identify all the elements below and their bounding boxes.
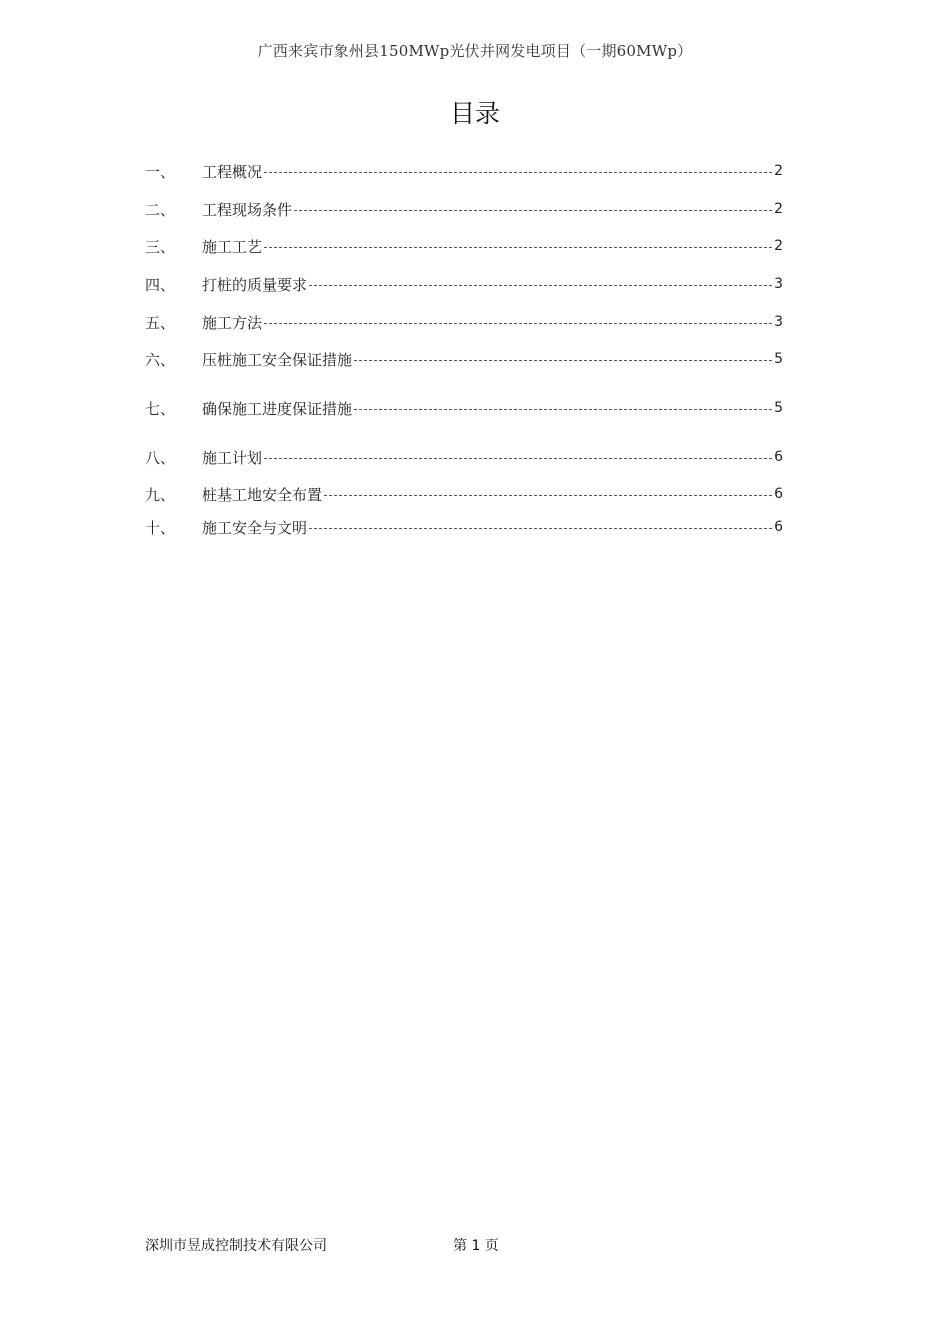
footer-page-number: 第 1 页 [453,1238,499,1254]
toc-dot-leader [354,409,772,410]
toc-entry-number: 五、 [145,313,176,332]
toc-dot-leader [309,528,772,529]
toc-entry-title: 桩基工地安全布置 [202,485,323,504]
toc-dot-leader [354,360,772,361]
toc-entry-title: 打桩的质量要求 [202,275,308,294]
toc-entry-page: 2 [774,201,783,217]
toc-title: 目录 [449,99,500,128]
toc-dot-leader [264,247,772,248]
toc-dot-leader [264,323,772,324]
toc-entry-title: 确保施工进度保证措施 [202,399,353,418]
toc-entry-10[interactable] [145,516,783,538]
toc-entry-page: 6 [774,449,783,465]
toc-dot-leader [309,285,772,286]
toc-entry-page: 3 [774,314,783,330]
toc-entry-8[interactable] [145,446,783,468]
toc-entry-9[interactable] [145,483,783,505]
toc-entry-title: 施工方法 [202,313,263,332]
toc-entry-page: 2 [774,238,783,254]
toc-entry-4[interactable] [145,273,783,295]
toc-entry-6[interactable] [145,348,783,370]
toc-entry-title: 施工安全与文明 [202,518,308,537]
page-header: 广西来宾市象州县150MWp光伏并网发电项目（一期60MWp） [257,42,693,60]
toc-entry-7[interactable] [145,397,783,419]
toc-entry-page: 3 [774,276,783,292]
toc-entry-3[interactable] [145,235,783,257]
toc-entry-number: 九、 [145,485,176,504]
toc-entry-title: 工程现场条件 [202,200,293,219]
toc-entry-1[interactable] [145,160,783,182]
footer-company-name: 深圳市昱成控制技术有限公司 [145,1238,327,1254]
toc-dot-leader [324,495,772,496]
toc-entry-title: 施工工艺 [202,237,263,256]
toc-entry-number: 二、 [145,200,176,219]
toc-entry-title: 压桩施工安全保证措施 [202,350,353,369]
toc-entry-number: 四、 [145,275,176,294]
toc-entry-title: 施工计划 [202,448,263,467]
toc-entry-title: 工程概况 [202,162,263,181]
toc-dot-leader [264,458,772,459]
table-of-contents [145,0,783,600]
toc-entry-page: 6 [774,519,783,535]
toc-dot-leader [264,172,772,173]
toc-dot-leader [294,210,772,211]
toc-entry-page: 5 [774,351,783,367]
toc-entry-number: 十、 [145,518,176,537]
toc-entry-number: 八、 [145,448,176,467]
toc-entry-page: 5 [774,400,783,416]
toc-entry-5[interactable] [145,311,783,333]
toc-entry-page: 6 [774,486,783,502]
toc-entry-number: 三、 [145,237,176,256]
toc-entry-2[interactable] [145,198,783,220]
toc-entry-number: 七、 [145,399,176,418]
toc-entry-page: 2 [774,163,783,179]
toc-entry-number: 六、 [145,350,176,369]
toc-entry-number: 一、 [145,162,176,181]
